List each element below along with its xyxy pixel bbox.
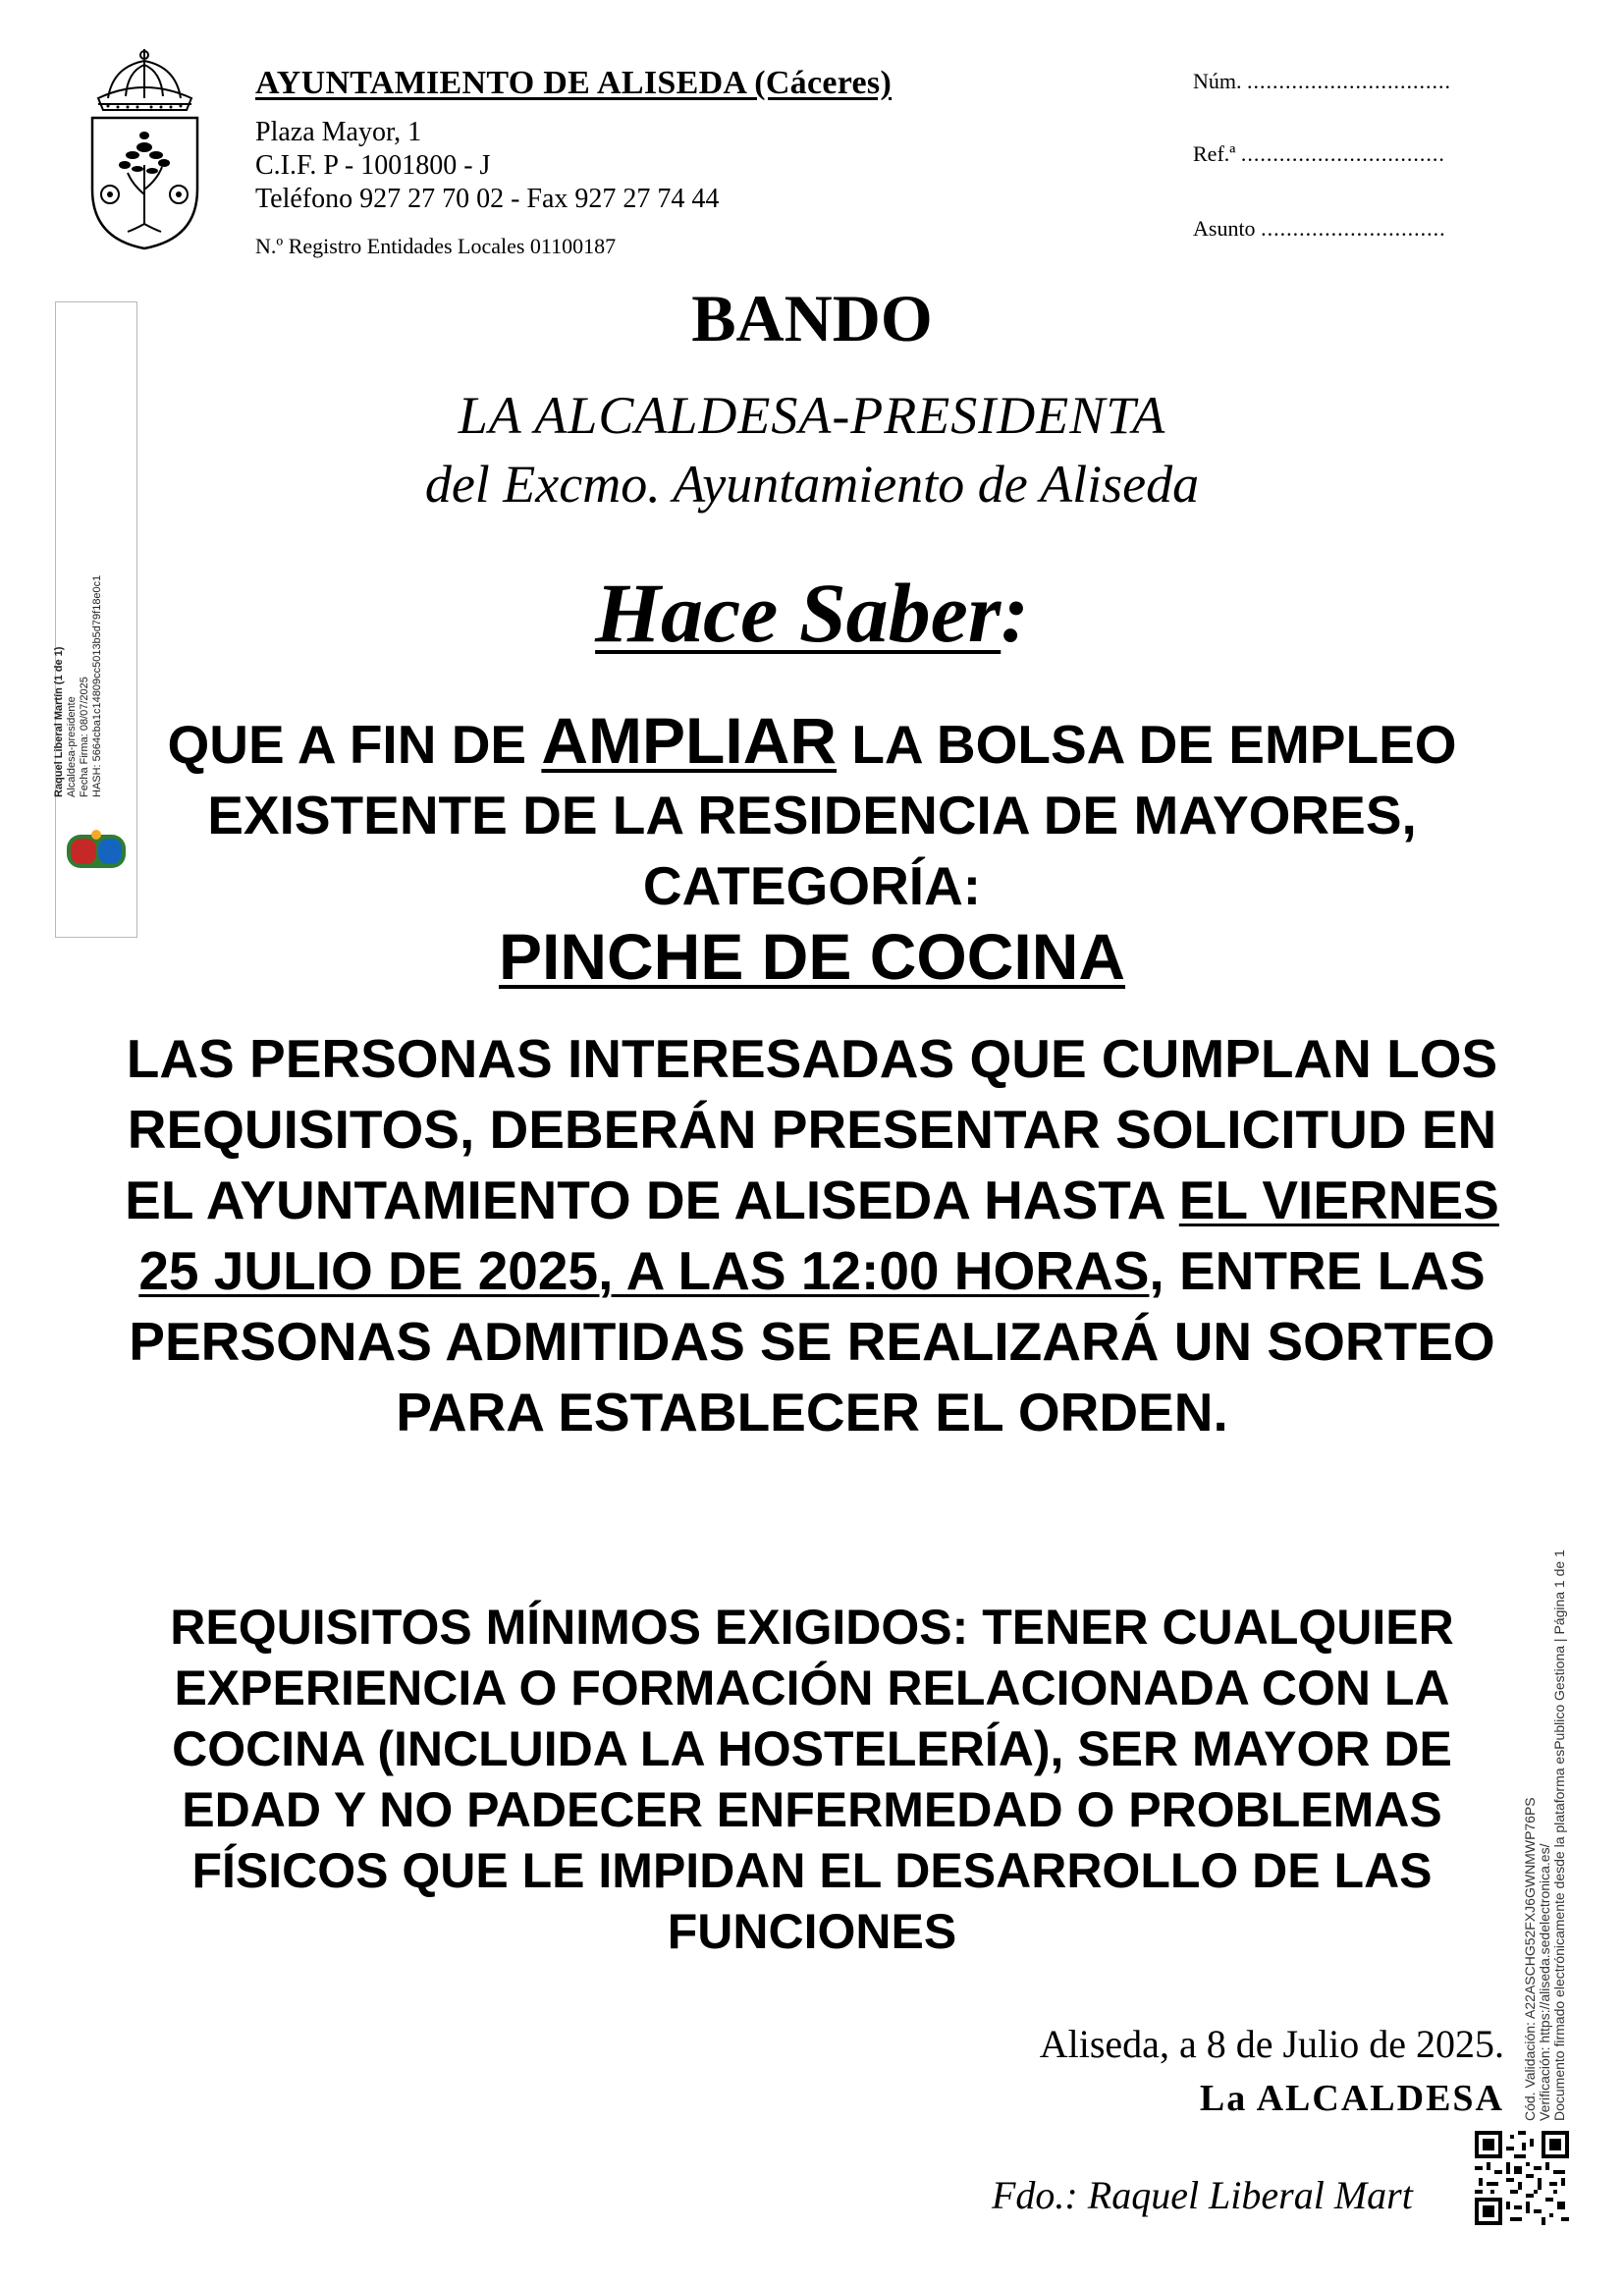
municipal-crest-logo	[79, 47, 211, 253]
announcement-emphasis: AMPLIAR	[541, 704, 838, 777]
signed-platform-note: Documento firmado electrónicamente desde la plataforma esPublico Gestiona | Página 1 de 1	[1551, 1550, 1567, 2121]
qr-code-icon[interactable]	[1475, 2131, 1569, 2225]
ref-field-dots: .............................	[1261, 216, 1446, 241]
organization-address	[255, 116, 719, 216]
place-and-date: Aliseda, a 8 de Julio de 2025.	[1039, 2022, 1504, 2066]
issuer-institution: del Excmo. Ayuntamiento de Aliseda	[424, 455, 1200, 514]
local-entity-registry: N.º Registro Entidades Locales 01100187	[255, 234, 617, 258]
job-category: PINCHE DE COCINA	[498, 920, 1126, 993]
ref-field-label: Núm.	[1193, 69, 1242, 93]
hace-saber-text: Hace Saber	[595, 566, 1001, 660]
announcement-paragraph	[98, 705, 1526, 992]
phone-fax-line: Teléfono 927 27 70 02 - Fax 927 27 74 44	[255, 184, 720, 214]
ref-field-dots: ................................	[1247, 69, 1451, 93]
signer-name: Raquel Liberal Martín (1 de 1)	[53, 646, 65, 797]
hace-saber-colon: :	[1001, 566, 1029, 660]
application-paragraph	[98, 1023, 1526, 1447]
ref-field-number	[1193, 69, 1451, 94]
announcement-intro: QUE A FIN DE	[167, 714, 542, 775]
ref-field-subject	[1193, 216, 1446, 242]
signer-role-title: La ALCALDESA	[1199, 2078, 1504, 2119]
application-selection: , ENTRE LAS PERSONAS ADMITIDAS SE REALIZARÁ UN SORTEO PARA ESTABLECER EL ORDEN.	[129, 1240, 1495, 1442]
signer-role: Alcaldesa-presidente	[66, 696, 78, 797]
requirements-paragraph: REQUISITOS MÍNIMOS EXIGIDOS: TENER CUALQUIER EXPERIENCIA O FORMACIÓN RELACIONADA CON LA COCINA (INCLUIDA LA HOSTELERÍA), SER MAYOR DE EDAD Y NO PADECER ENFERMEDAD O PROBLEMAS FÍSICOS QUE LE IMPIDAN EL DESARROLLO DE LAS FUNCIONES	[170, 1600, 1454, 1959]
verification-text	[1523, 1550, 1567, 2121]
application-deadline: EL VIERNES 25 JULIO DE 2025, A LAS 12:00 HORAS	[138, 1170, 1499, 1301]
issuer-title: LA ALCALDESA-PRESIDENTA	[458, 386, 1166, 445]
ref-field-reference	[1193, 141, 1445, 167]
address-line: Plaza Mayor, 1	[255, 117, 422, 147]
verification-url: Verificación: https://aliseda.sedelectronica.es/	[1537, 1843, 1552, 2121]
ref-field-label: Asunto	[1193, 216, 1256, 241]
tax-id-line: C.I.F. P - 1001800 - J	[255, 150, 491, 181]
ref-field-label: Ref.ª	[1193, 141, 1236, 166]
document-title: BANDO	[691, 281, 933, 355]
signature-date: Fecha Firma: 08/07/2025	[79, 677, 90, 797]
ref-field-dots: ................................	[1240, 141, 1445, 166]
signature-hash: HASH: 5664cba1c14809cc5013b5d79f18e0c1	[91, 574, 103, 797]
signed-by: Fdo.: Raquel Liberal Mart	[992, 2173, 1413, 2217]
announcement-scope: LA BOLSA DE EMPLEO EXISTENTE DE LA RESIDENCIA DE MAYORES, CATEGORÍA:	[207, 714, 1457, 916]
organization-name: AYUNTAMIENTO DE ALISEDA (Cáceres)	[255, 65, 893, 101]
validation-code: Cód. Validación: A22ASCHG52FXJ6GWNMWP76PS	[1522, 1797, 1538, 2121]
application-instructions: LAS PERSONAS INTERESADAS QUE CUMPLAN LOS REQUISITOS, DEBERÁN PRESENTAR SOLICITUD EN EL AYUNTAMIENTO DE ALISEDA HASTA	[125, 1028, 1498, 1230]
hace-saber-heading	[0, 564, 1624, 662]
